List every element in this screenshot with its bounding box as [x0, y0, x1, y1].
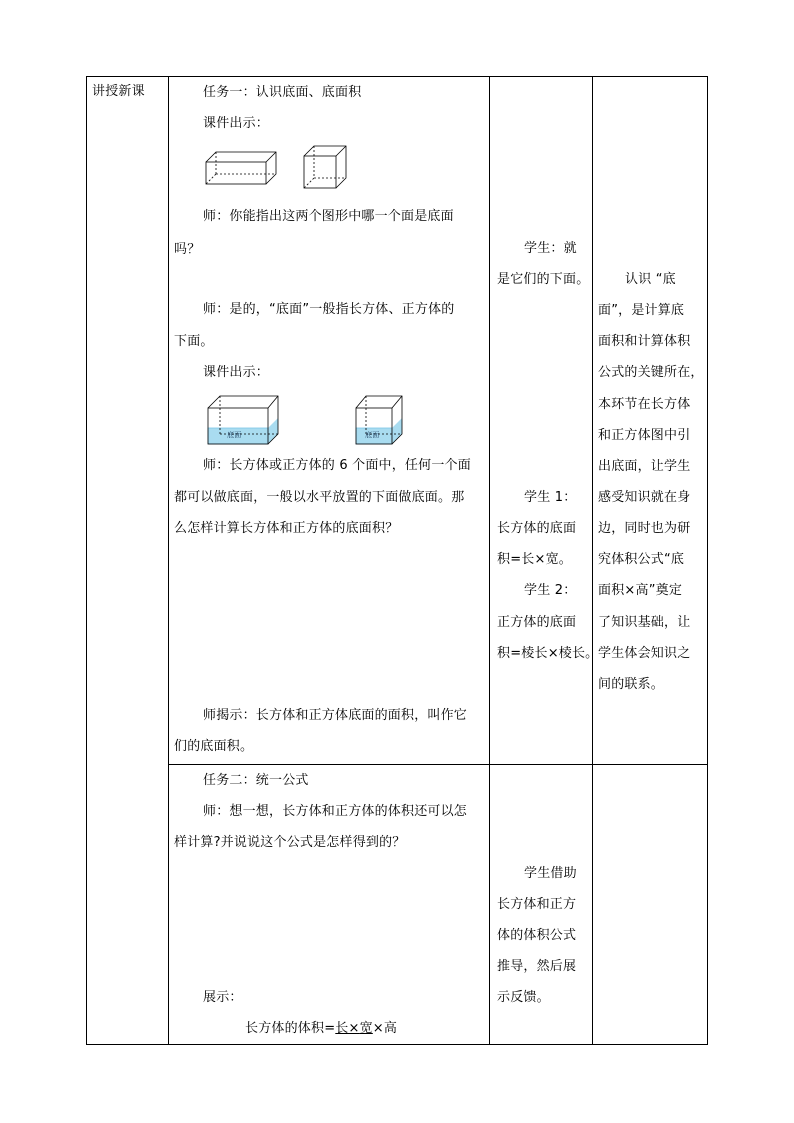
task2-show: 展示：	[203, 990, 243, 1005]
intent-line13: 学生体会知识之	[598, 646, 691, 661]
intent-line3: 面积和计算体积	[598, 334, 691, 349]
cuboid-base-label: 底面	[227, 431, 242, 439]
column-divider	[489, 76, 490, 1045]
cuboid-hidden-edges	[206, 152, 276, 184]
volume-formula	[245, 1021, 397, 1037]
student-answer-2-line4: 学生 2：	[524, 583, 577, 598]
task1-title: 任务一：认识底面、底面积	[203, 85, 362, 100]
cube-base-label: 底面	[365, 431, 380, 439]
student-answer-2-line2: 长方体的底面	[497, 521, 577, 536]
task2-question-line2: 样计算?并说说这个公式是怎样得到的？	[174, 835, 406, 850]
task1-point-line3: 么怎样计算长方体和正方体的底面积？	[174, 521, 399, 536]
column-divider	[168, 76, 169, 1045]
intent-line7: 出底面，让学生	[598, 459, 691, 474]
intent-line10: 究体积公式“底	[598, 552, 685, 567]
cube-base-fill	[392, 418, 402, 444]
formula-width: 宽	[359, 1021, 373, 1036]
task1-question-line1: 师：你能指出这两个图形中哪一个面是底面	[203, 209, 454, 224]
intent-line8: 感受知识就在身	[598, 490, 691, 505]
task1-reveal-line2: 们的底面积。	[174, 739, 254, 754]
task2-question-line1: 师：想一想，长方体和正方体的体积还可以怎	[203, 804, 468, 819]
student-answer-2-line6: 积=棱长×棱长。	[497, 646, 599, 661]
task1-reveal-line1: 师揭示：长方体和正方体底面的面积，叫作它	[203, 708, 468, 723]
intent-line9: 边，同时也为研	[598, 521, 691, 536]
formula-suffix: ×高	[372, 1021, 398, 1036]
task1-answer-line1: 师：是的，“底面”一般指长方体、正方体的	[203, 302, 455, 317]
section-label: 讲授新课	[92, 84, 145, 99]
student-answer-2-line5: 正方体的底面	[497, 615, 577, 630]
student-answer-3-line2: 长方体和正方	[497, 897, 577, 912]
intent-line2: 面”，是计算底	[598, 303, 685, 318]
intent-line12: 了知识基础，让	[598, 615, 691, 630]
task1-show2: 课件出示：	[203, 365, 270, 380]
student-answer-3-line3: 体的体积公式	[497, 928, 577, 943]
cuboid-top-right-edges	[206, 152, 276, 184]
task1-point-line1: 师：长方体或正方体的 6 个面中，任何一个面	[203, 458, 471, 473]
formula-prefix: 长方体的体积=	[245, 1021, 336, 1036]
student-answer-2-line1: 学生 1：	[524, 490, 577, 505]
task1-point-line2: 都可以做底面，一般以水平放置的下面做底面。那	[174, 490, 465, 505]
cube-front-face	[304, 156, 336, 188]
column-divider	[592, 76, 593, 1045]
intent-line11: 面积×高”奠定	[598, 583, 683, 598]
student-answer-2-line3: 积=长×宽。	[497, 552, 572, 567]
formula-times: ×	[348, 1021, 360, 1036]
task1-question-line2: 吗？	[174, 242, 201, 257]
student-answer-3-line5: 示反馈。	[497, 990, 550, 1005]
student-answer-3-line1: 学生借助	[524, 866, 577, 881]
task1-show1: 课件出示：	[203, 116, 270, 131]
cuboid-front-face	[206, 162, 266, 184]
row-divider	[168, 764, 708, 765]
intent-line5: 本环节在长方体	[598, 397, 691, 412]
cube-top-edge	[336, 146, 346, 156]
cuboid-top-edge	[268, 396, 278, 408]
student-answer-3-line4: 推导，然后展	[497, 959, 577, 974]
student-answer-1-line2: 是它们的下面。	[497, 272, 590, 287]
intent-line14: 间的联系。	[598, 677, 665, 692]
task2-title: 任务二：统一公式	[203, 773, 309, 788]
task1-answer-line2: 下面。	[174, 334, 214, 349]
intent-line1: 认识 “底	[625, 272, 676, 287]
wireframe-shapes-figure	[200, 140, 360, 194]
student-answer-1-line1: 学生：就	[524, 241, 577, 256]
cube-top-edge	[392, 396, 402, 408]
intent-line6: 和正方体图中引	[598, 428, 691, 443]
intent-line4: 公式的关键所在，	[598, 365, 704, 380]
formula-length: 长	[335, 1021, 349, 1036]
cuboid-top-edge	[266, 152, 276, 162]
